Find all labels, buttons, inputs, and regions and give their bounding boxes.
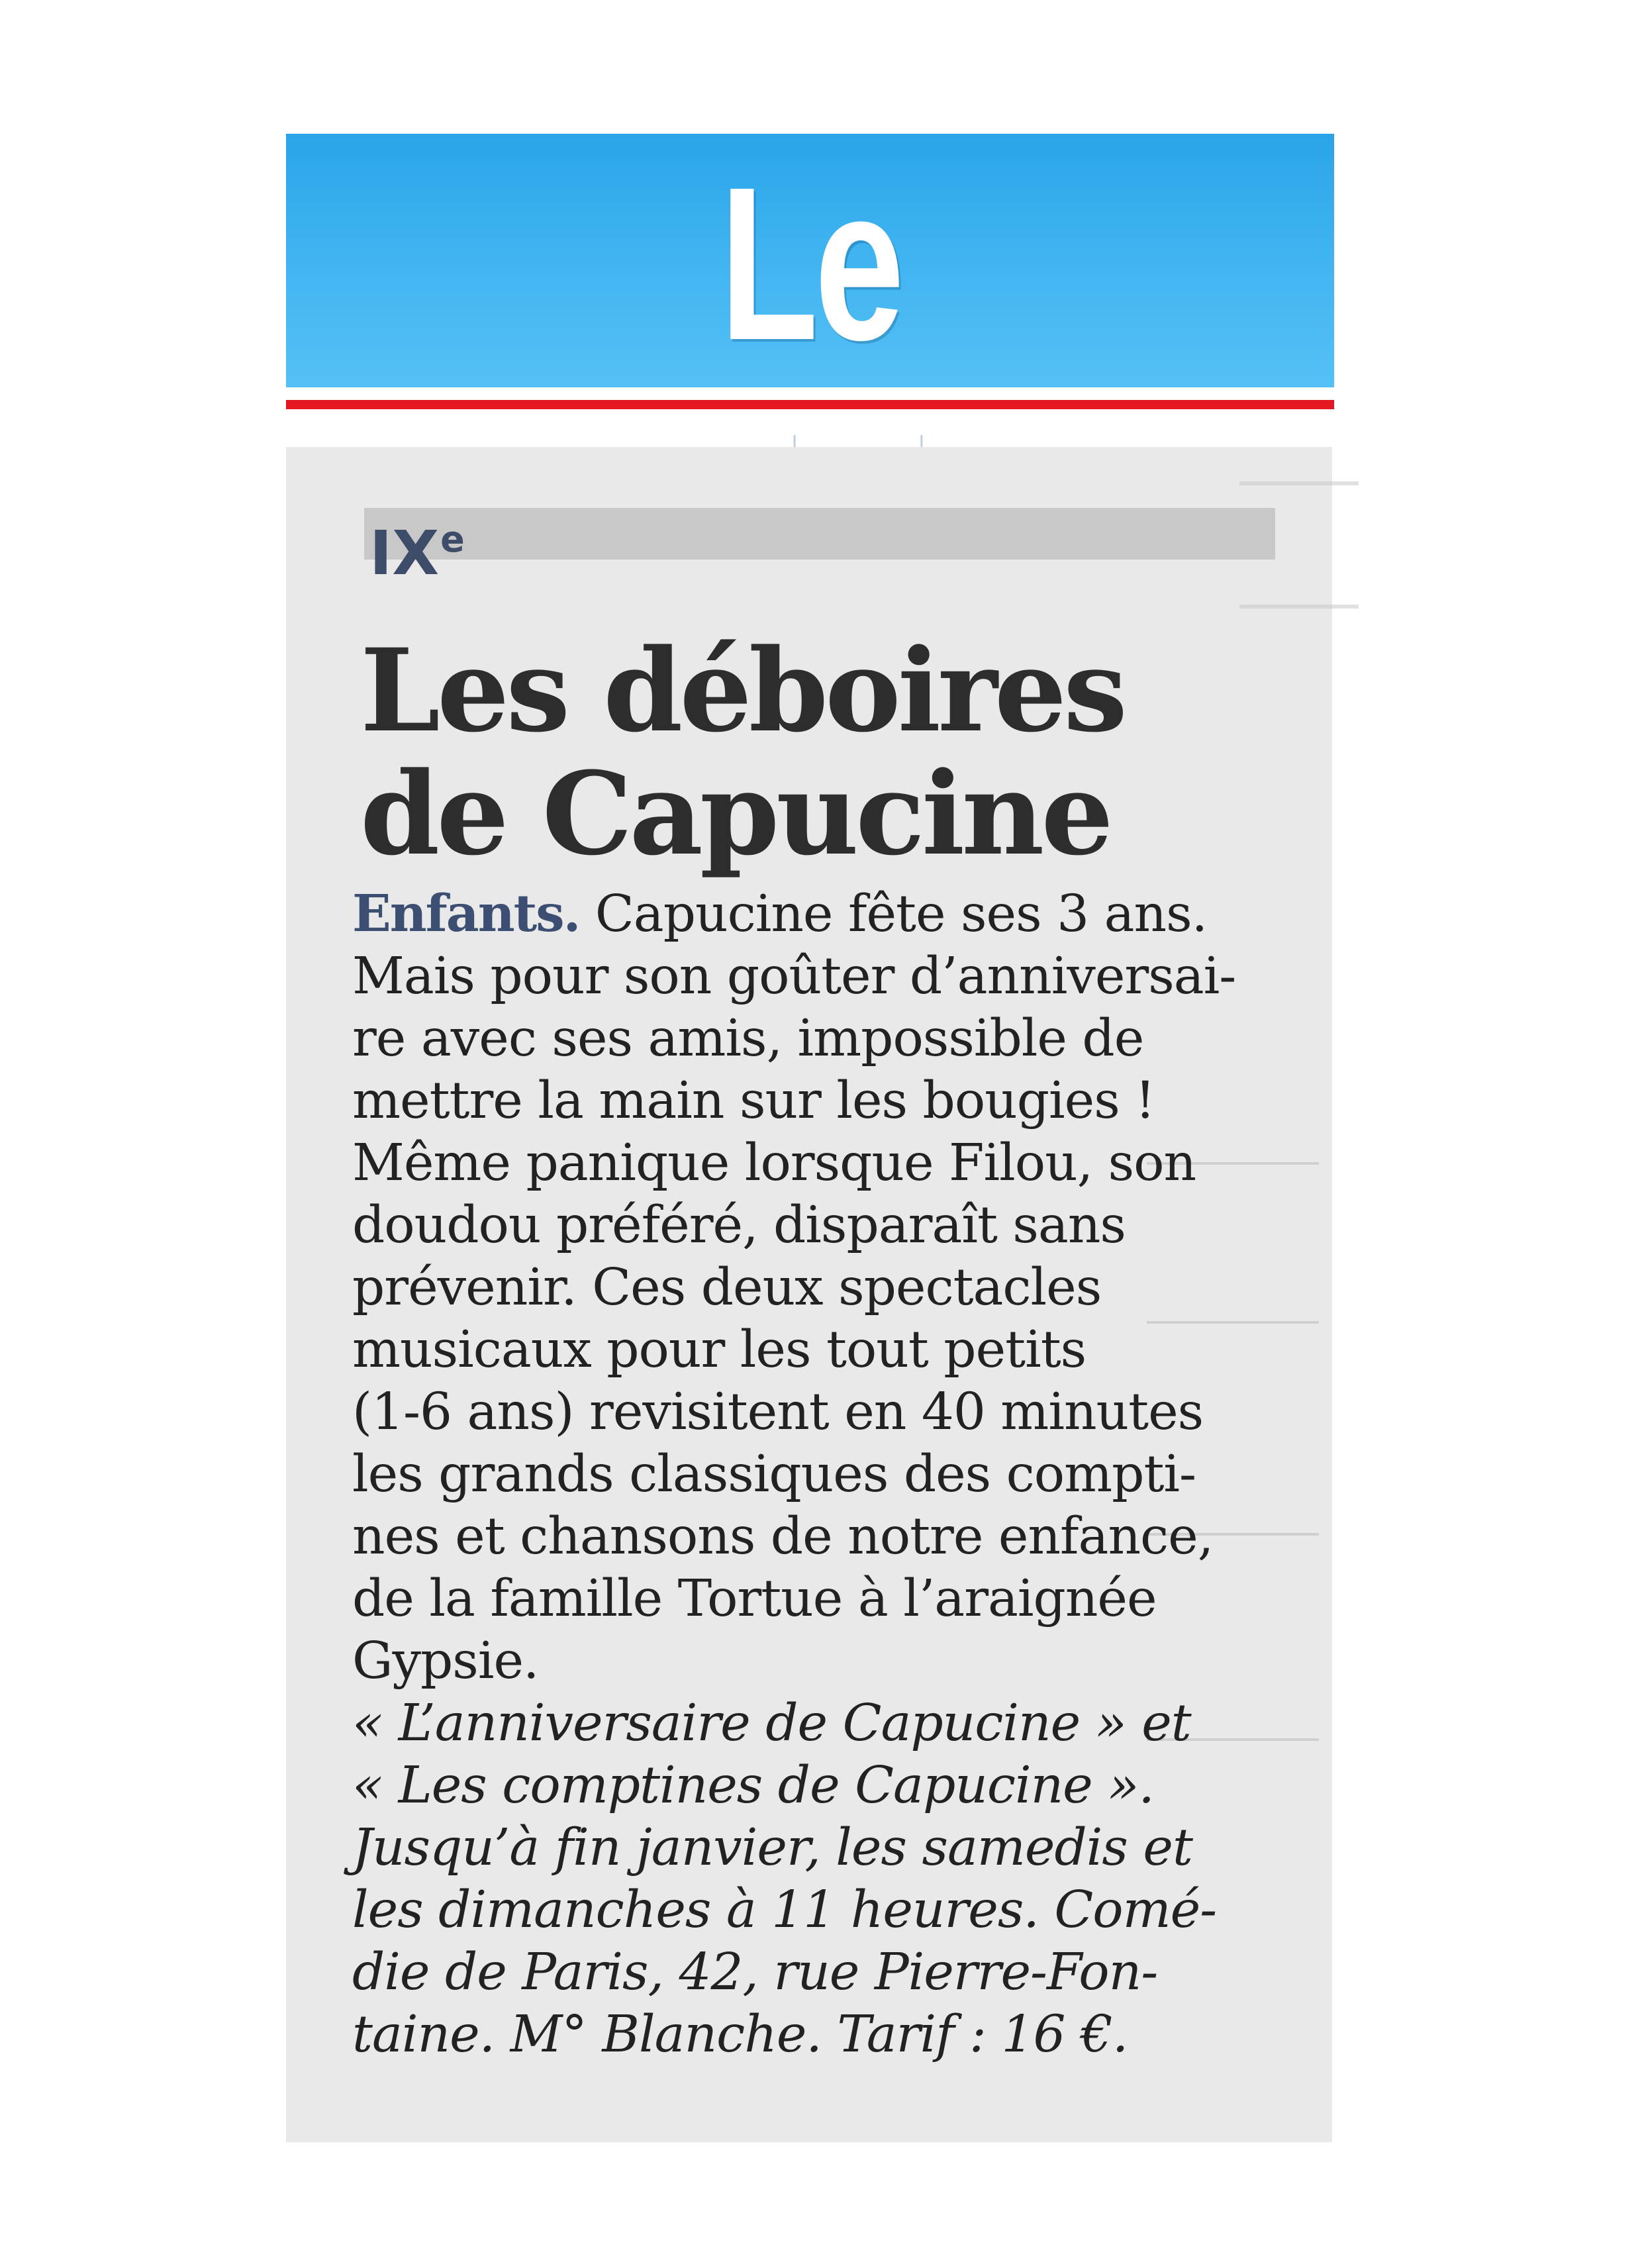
body-line: les grands classiques des compti- bbox=[352, 1445, 1196, 1504]
body-line bbox=[352, 883, 1326, 946]
body-line: (1-6 ans) revisitent en 40 minutes bbox=[352, 1383, 1204, 1442]
info-line: « Les comptines de Capucine ». bbox=[352, 1756, 1154, 1815]
body-line: doudou préféré, disparaît sans bbox=[352, 1196, 1126, 1255]
info-line: die de Paris, 42, rue Pierre-Fon- bbox=[352, 1943, 1158, 2002]
article-clipping bbox=[286, 447, 1332, 2142]
body-line: prévenir. Ces deux spectacles bbox=[352, 1258, 1102, 1317]
body-line: de la famille Tortue à l’araignée bbox=[352, 1569, 1157, 1628]
section-kicker bbox=[369, 507, 465, 587]
masthead bbox=[286, 134, 1334, 387]
headline-line: de Capucine bbox=[360, 746, 1110, 881]
body-line: musicaux pour les tout petits bbox=[352, 1320, 1087, 1379]
info-line: les dimanches à 11 heures. Comé- bbox=[352, 1881, 1217, 1940]
headline-line: Les déboires bbox=[360, 623, 1124, 758]
info-line: Jusqu’à fin janvier, les samedis et bbox=[352, 1818, 1192, 1877]
masthead-logo: Le bbox=[719, 141, 901, 385]
body-line: re avec ses amis, impossible de bbox=[352, 1009, 1144, 1068]
masthead-rule bbox=[286, 400, 1334, 409]
kicker-text: IX bbox=[369, 518, 440, 589]
info-line: « L’anniversaire de Capucine » et bbox=[352, 1694, 1191, 1753]
body-line: Gypsie. bbox=[352, 1632, 539, 1691]
body-line: Mais pour son goûter d’anniversai- bbox=[352, 947, 1236, 1006]
article-body bbox=[352, 883, 1326, 2066]
body-line: Même panique lorsque Filou, son bbox=[352, 1134, 1196, 1193]
body-line: mettre la main sur les bougies ! bbox=[352, 1071, 1155, 1130]
kicker-superscript: e bbox=[440, 518, 465, 560]
body-line: nes et chansons de notre enfance, bbox=[352, 1507, 1214, 1566]
article-headline bbox=[360, 623, 1300, 881]
first-line-text: Capucine fête ses 3 ans. bbox=[595, 885, 1208, 944]
info-line: taine. M° Blanche. Tarif : 16 €. bbox=[352, 2005, 1128, 2064]
kicker-band bbox=[364, 508, 1275, 560]
lead-word: Enfants. bbox=[352, 884, 580, 944]
